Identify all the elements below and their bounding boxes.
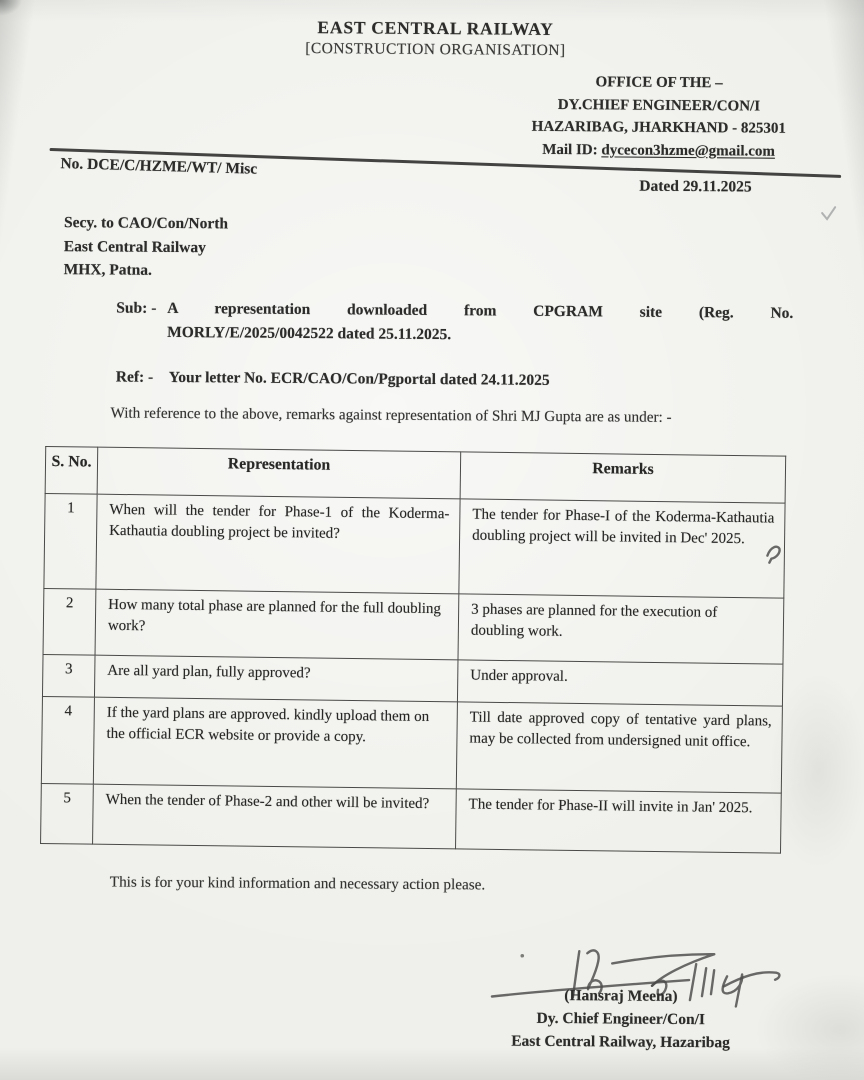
reference-text: Your letter No. ECR/CAO/Con/Pgportal dated 24.11.2025: [168, 368, 550, 389]
subject-line-1: A representation downloaded from CPGRAM site (Reg. No.: [167, 299, 794, 322]
representation-remarks-table: [40, 446, 786, 854]
org-name-heading: EAST CENTRAL RAILWAY: [317, 17, 554, 39]
subject-line-2: MORLY/E/2025/0042522 dated 25.11.2025.: [167, 323, 452, 344]
reference-label: Ref: -: [115, 368, 154, 386]
letter-ref-number: No. DCE/C/HZME/WT/ Misc: [60, 155, 258, 178]
column-header-representation: Representation: [97, 447, 461, 499]
org-subheading: [CONSTRUCTION ORGANISATION]: [305, 40, 566, 60]
table-row: [43, 588, 784, 664]
row-representation: When will the tender for Phase-1 of the Koderma-Kathautia doubling project be invited?: [96, 494, 460, 594]
check-mark: [819, 203, 839, 225]
row-sno: 3: [42, 654, 95, 697]
table-row: [41, 696, 782, 793]
addressee-line-3: MHX, Patna.: [63, 261, 152, 279]
column-header-remarks: Remarks: [460, 452, 786, 503]
row-sno: 1: [44, 493, 97, 589]
row-representation: If the yard plans are approved. kindly upload them on the official ECR website or provide a copy.: [93, 697, 457, 789]
row-remarks: The tender for Phase-I of the Koderma-Kathautia doubling project will be invited in Dec' 2025.: [459, 499, 785, 598]
row-representation: When the tender of Phase-2 and other will be invited?: [93, 784, 457, 849]
row-representation: How many total phase are planned for the full doubling work?: [95, 589, 459, 660]
signatory-designation: Dy. Chief Engineer/Con/I: [536, 1009, 706, 1029]
row-sno: 5: [41, 783, 94, 844]
addressee-block: [64, 211, 229, 283]
table-row: [44, 493, 785, 598]
subject-label: Sub: -: [116, 299, 157, 317]
row-remarks: Till date approved copy of tentative yard plans, may be collected from undersigned unit office.: [456, 702, 782, 793]
signatory-organisation: East Central Railway, Hazaribag: [511, 1032, 731, 1052]
table-row: [41, 783, 782, 853]
closing-sentence: This is for your kind information and necessary action please.: [109, 873, 486, 894]
office-address-block: [503, 71, 816, 163]
office-line-3: HAZARIBAG, JHARKHAND - 825301: [531, 118, 786, 137]
row-remarks: The tender for Phase-II will invite in Jan' 2025.: [456, 789, 782, 853]
mail-id-label: Mail ID:: [542, 141, 602, 158]
row-sno: 2: [43, 588, 96, 655]
row-sno: 4: [41, 696, 94, 784]
mail-id-value: dycecon3hzme@gmail.com: [601, 141, 775, 160]
office-line-2: DY.CHIEF ENGINEER/CON/I: [557, 96, 761, 115]
column-header-sno: S. No.: [45, 446, 98, 494]
signatory-name: (Hansraj Meena): [564, 987, 678, 1005]
intro-sentence: With reference to the above, remarks against representation of Shri MJ Gupta are as under: -: [110, 404, 672, 426]
row-remarks: Under approval.: [457, 660, 783, 706]
office-line-1: OFFICE OF THE –: [595, 74, 723, 92]
mail-id-line: [503, 138, 815, 163]
pen-correction-mark: [765, 543, 785, 565]
row-remarks: 3 phases are planned for the execution of doubling work.: [458, 594, 784, 664]
row-representation: Are all yard plan, fully approved?: [94, 655, 458, 702]
addressee-line-1: Secy. to CAO/Con/North: [63, 214, 229, 233]
letter-date: Dated 29.11.2025: [639, 177, 752, 196]
addressee-line-2: East Central Railway: [63, 237, 206, 256]
